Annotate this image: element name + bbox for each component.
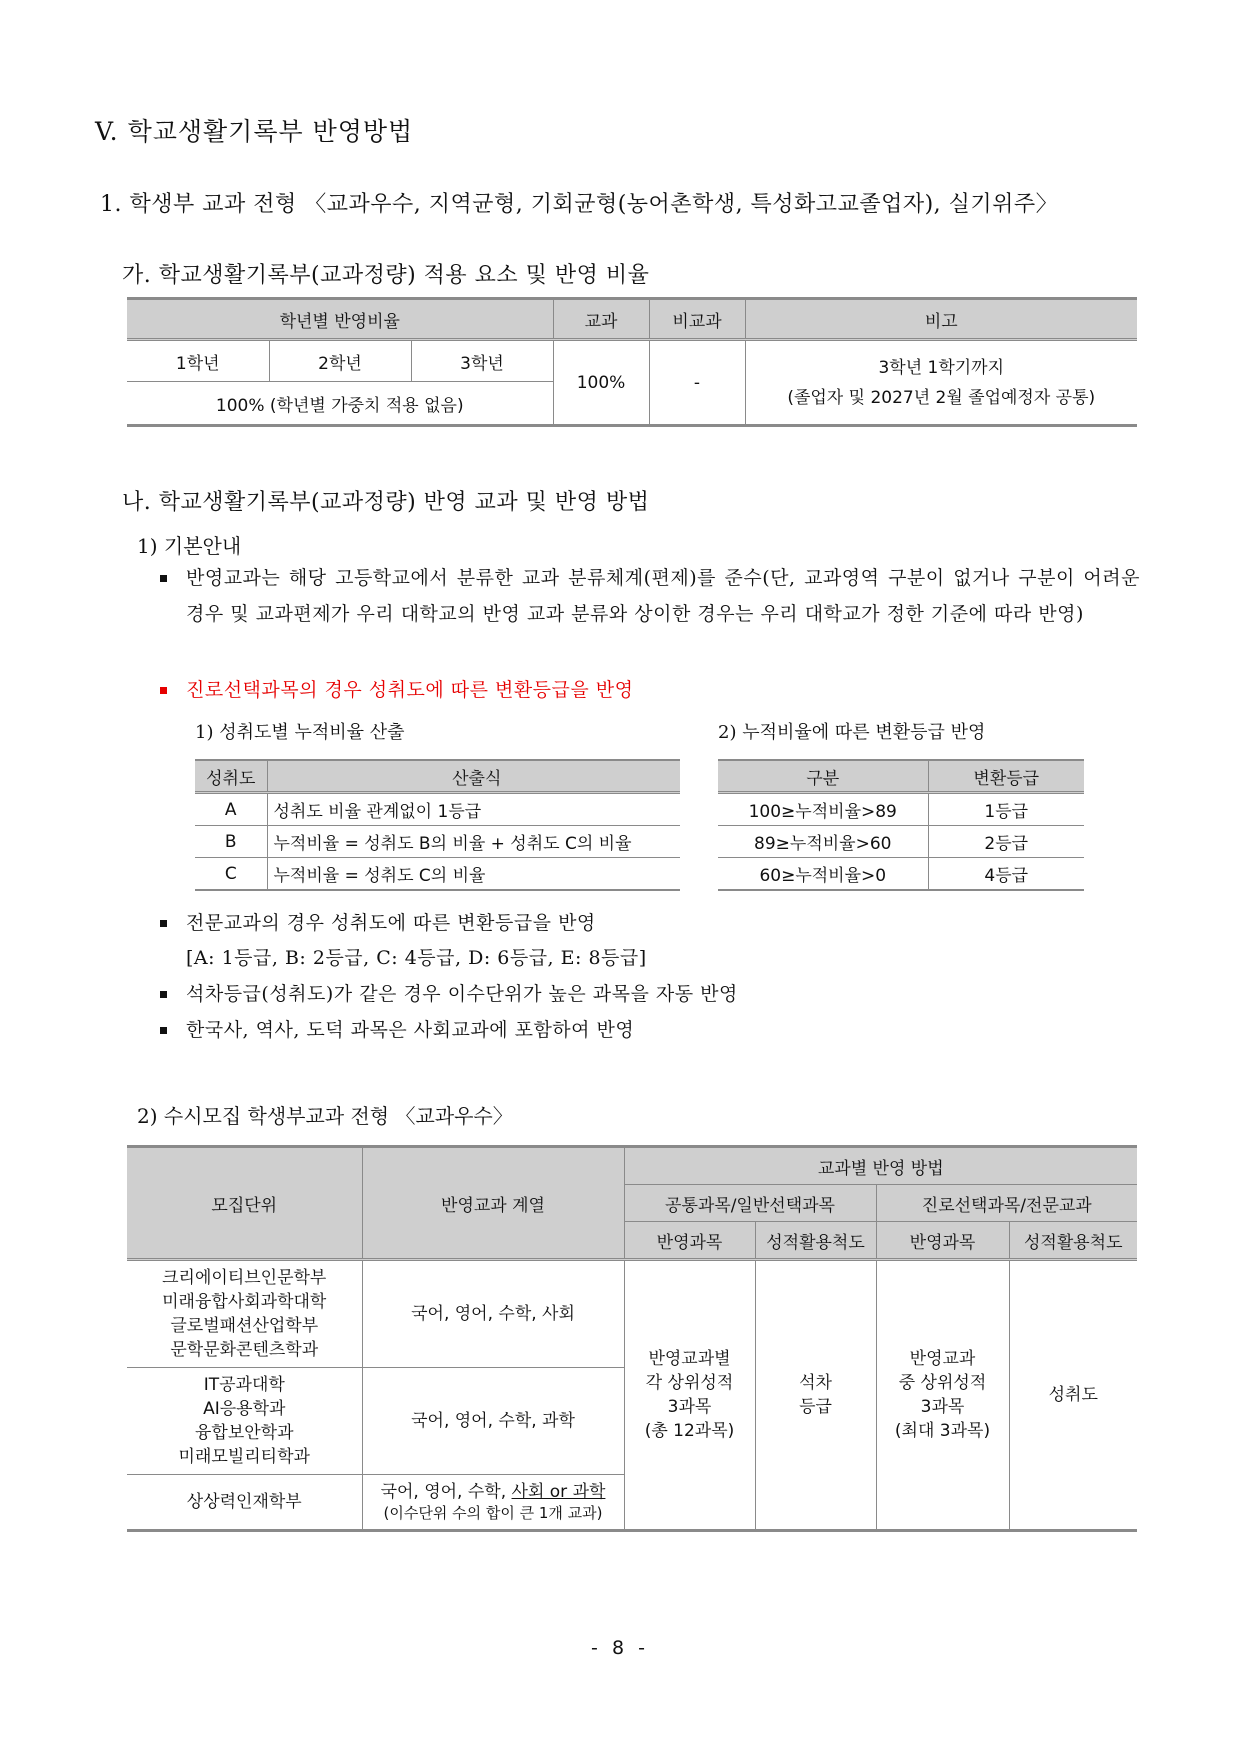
achievement-ratio-table bbox=[195, 759, 680, 891]
bullet-detail: [A: 1등급, B: 2등급, C: 4등급, D: 6등급, E: 8등급] bbox=[186, 947, 647, 969]
common-scale-cell bbox=[755, 1260, 876, 1531]
bullet-item: 석차등급(성취도)가 같은 경우 이수단위가 높은 과목을 자동 반영 bbox=[160, 976, 1140, 1012]
grade-ratio-value: 100% (학년별 가중치 적용 없음) bbox=[127, 382, 553, 426]
subjects-note: (이수단위 수의 합이 큰 1개 교과) bbox=[383, 1504, 603, 1522]
range: 89≥누적비율>60 bbox=[718, 826, 928, 858]
non-subject-ratio: - bbox=[649, 340, 745, 426]
sub-title-grade: 2) 누적비율에 따른 변환등급 반영 bbox=[718, 722, 986, 743]
subjects-underlined: 사회 or 과학 bbox=[511, 1482, 606, 1502]
text-line: 각 상위성적 bbox=[645, 1373, 734, 1393]
unit-name: 크리에이티브인문학부 bbox=[162, 1268, 327, 1288]
converted-grade-table bbox=[718, 759, 1084, 891]
header-method: 교과별 반영 방법 bbox=[624, 1147, 1137, 1185]
achievement-level: C bbox=[195, 858, 267, 891]
header-common-scale: 성적활용척도 bbox=[755, 1222, 876, 1260]
grade-2: 2학년 bbox=[269, 340, 411, 382]
header-non-subject: 비교과 bbox=[649, 299, 745, 340]
grade-1: 1학년 bbox=[175, 353, 220, 374]
bullet-item: 반영교과는 해당 고등학교에서 분류한 교과 분류체계(편제)를 준수(단, 교과영역 구분이 없거나 구분이 어려운 경우 및 교과편제가 우리 대학교의 반영 교과 분류와 상이한 경우는 우리 대학교가 정한 기준에 따라 반영) bbox=[160, 560, 1140, 632]
subjects-cell: 국어, 영어, 수학, 사회 bbox=[362, 1260, 624, 1368]
bullet-item: 한국사, 역사, 도덕 과목은 사회교과에 포함하여 반영 bbox=[160, 1012, 1140, 1048]
text-line: 등급 bbox=[799, 1397, 832, 1417]
header-range: 구분 bbox=[718, 760, 928, 793]
unit-name: 융합보안학과 bbox=[194, 1423, 294, 1443]
formula: 성취도 비율 관계없이 1등급 bbox=[267, 793, 680, 826]
susi-title: 2) 수시모집 학생부교과 전형 〈교과우수〉 bbox=[137, 1104, 513, 1128]
header-common-subject: 반영과목 bbox=[624, 1222, 755, 1260]
grade-3: 3학년 bbox=[411, 340, 553, 382]
grade: 1등급 bbox=[928, 793, 1084, 826]
note-cell bbox=[745, 340, 1137, 426]
note-line-2: (졸업자 및 2027년 2월 졸업예정자 공통) bbox=[787, 387, 1096, 408]
text-line: 3과목 bbox=[667, 1397, 712, 1417]
subsection-title: 1. 학생부 교과 전형 〈교과우수, 지역균형, 기회균형(농어촌학생, 특성화고교졸업자), 실기위주〉 bbox=[100, 192, 1059, 217]
text-line: 3과목 bbox=[920, 1397, 965, 1417]
page-number: - 8 - bbox=[591, 1637, 649, 1659]
part-ga-title: 가. 학교생활기록부(교과정량) 적용 요소 및 반영 비율 bbox=[122, 263, 650, 288]
text-line: 반영교과 bbox=[909, 1349, 976, 1369]
unit-cell: 상상력인재학부 bbox=[127, 1475, 362, 1531]
header-career: 진로선택과목/전문교과 bbox=[876, 1185, 1137, 1222]
subjects-cell bbox=[362, 1475, 624, 1531]
section-title: V. 학교생활기록부 반영방법 bbox=[95, 117, 414, 146]
common-subject-cell bbox=[624, 1260, 755, 1531]
career-scale-cell: 성취도 bbox=[1009, 1260, 1137, 1531]
header-achievement: 성취도 bbox=[195, 760, 267, 793]
text-line: 반영교과별 bbox=[648, 1349, 731, 1369]
header-career-scale: 성적활용척도 bbox=[1009, 1222, 1137, 1260]
unit-cell bbox=[127, 1368, 362, 1475]
square-bullet-icon bbox=[160, 991, 167, 998]
table-row bbox=[127, 1260, 1137, 1368]
text-line: (최대 3과목) bbox=[894, 1421, 991, 1441]
header-career-subject: 반영과목 bbox=[876, 1222, 1009, 1260]
square-bullet-icon bbox=[160, 575, 167, 582]
grade: 2등급 bbox=[928, 826, 1084, 858]
header-subject: 교과 bbox=[553, 299, 649, 340]
unit-cell bbox=[127, 1260, 362, 1368]
formula: 누적비율 = 성취도 C의 비율 bbox=[267, 858, 680, 891]
header-unit: 모집단위 bbox=[127, 1147, 362, 1260]
bullet-item: 전문교과의 경우 성취도에 따른 변환등급을 반영 bbox=[160, 905, 1140, 941]
subjects-cell: 국어, 영어, 수학, 과학 bbox=[362, 1368, 624, 1475]
achievement-level: A bbox=[224, 799, 237, 820]
header-formula: 산출식 bbox=[267, 760, 680, 793]
table-row bbox=[195, 858, 680, 891]
formula: 누적비율 = 성취도 B의 비율 + 성취도 C의 비율 bbox=[267, 826, 680, 858]
header-note: 비고 bbox=[745, 299, 1137, 340]
header-grade-ratio: 학년별 반영비율 bbox=[127, 299, 553, 340]
header-converted-grade: 변환등급 bbox=[928, 760, 1084, 793]
ratio-table bbox=[127, 297, 1137, 427]
unit-name: 미래모빌리티학과 bbox=[178, 1447, 310, 1467]
table-row bbox=[718, 858, 1084, 891]
sub-title-ratio: 1) 성취도별 누적비율 산출 bbox=[195, 722, 405, 743]
header-subjects: 반영교과 계열 bbox=[362, 1147, 624, 1260]
text-line: 석차 bbox=[799, 1373, 832, 1393]
unit-name: 문학문화콘텐츠학과 bbox=[170, 1340, 319, 1360]
text-line: (총 12과목) bbox=[644, 1421, 735, 1441]
table-row bbox=[718, 826, 1084, 858]
table-row bbox=[718, 793, 1084, 826]
unit-name: AI응용학과 bbox=[203, 1399, 286, 1419]
part-na-title: 나. 학교생활기록부(교과정량) 반영 교과 및 반영 방법 bbox=[122, 490, 650, 515]
range: 100≥누적비율>89 bbox=[748, 802, 897, 822]
susi-subject-table bbox=[127, 1145, 1137, 1532]
square-bullet-icon bbox=[160, 920, 167, 927]
square-bullet-icon bbox=[160, 687, 167, 694]
grade: 4등급 bbox=[928, 858, 1084, 891]
subjects-text: 국어, 영어, 수학, bbox=[380, 1482, 512, 1502]
table-row bbox=[195, 793, 680, 826]
unit-name: 미래융합사회과학대학 bbox=[162, 1292, 327, 1312]
achievement-level: B bbox=[195, 826, 267, 858]
range: 60≥누적비율>0 bbox=[718, 858, 928, 891]
table-row bbox=[195, 826, 680, 858]
unit-name: 글로벌패션산업학부 bbox=[170, 1316, 319, 1336]
text-line: 중 상위성적 bbox=[898, 1373, 987, 1393]
career-subject-cell bbox=[876, 1260, 1009, 1531]
note-line-1: 3학년 1학기까지 bbox=[878, 357, 1005, 378]
unit-name: IT공과대학 bbox=[203, 1375, 285, 1395]
bullet-item-highlight: 진로선택과목의 경우 성취도에 따른 변환등급을 반영 bbox=[160, 672, 1140, 708]
square-bullet-icon bbox=[160, 1027, 167, 1034]
subject-ratio: 100% bbox=[553, 340, 649, 426]
basic-guide-title: 1) 기본안내 bbox=[137, 534, 242, 558]
header-common: 공통과목/일반선택과목 bbox=[624, 1185, 876, 1222]
